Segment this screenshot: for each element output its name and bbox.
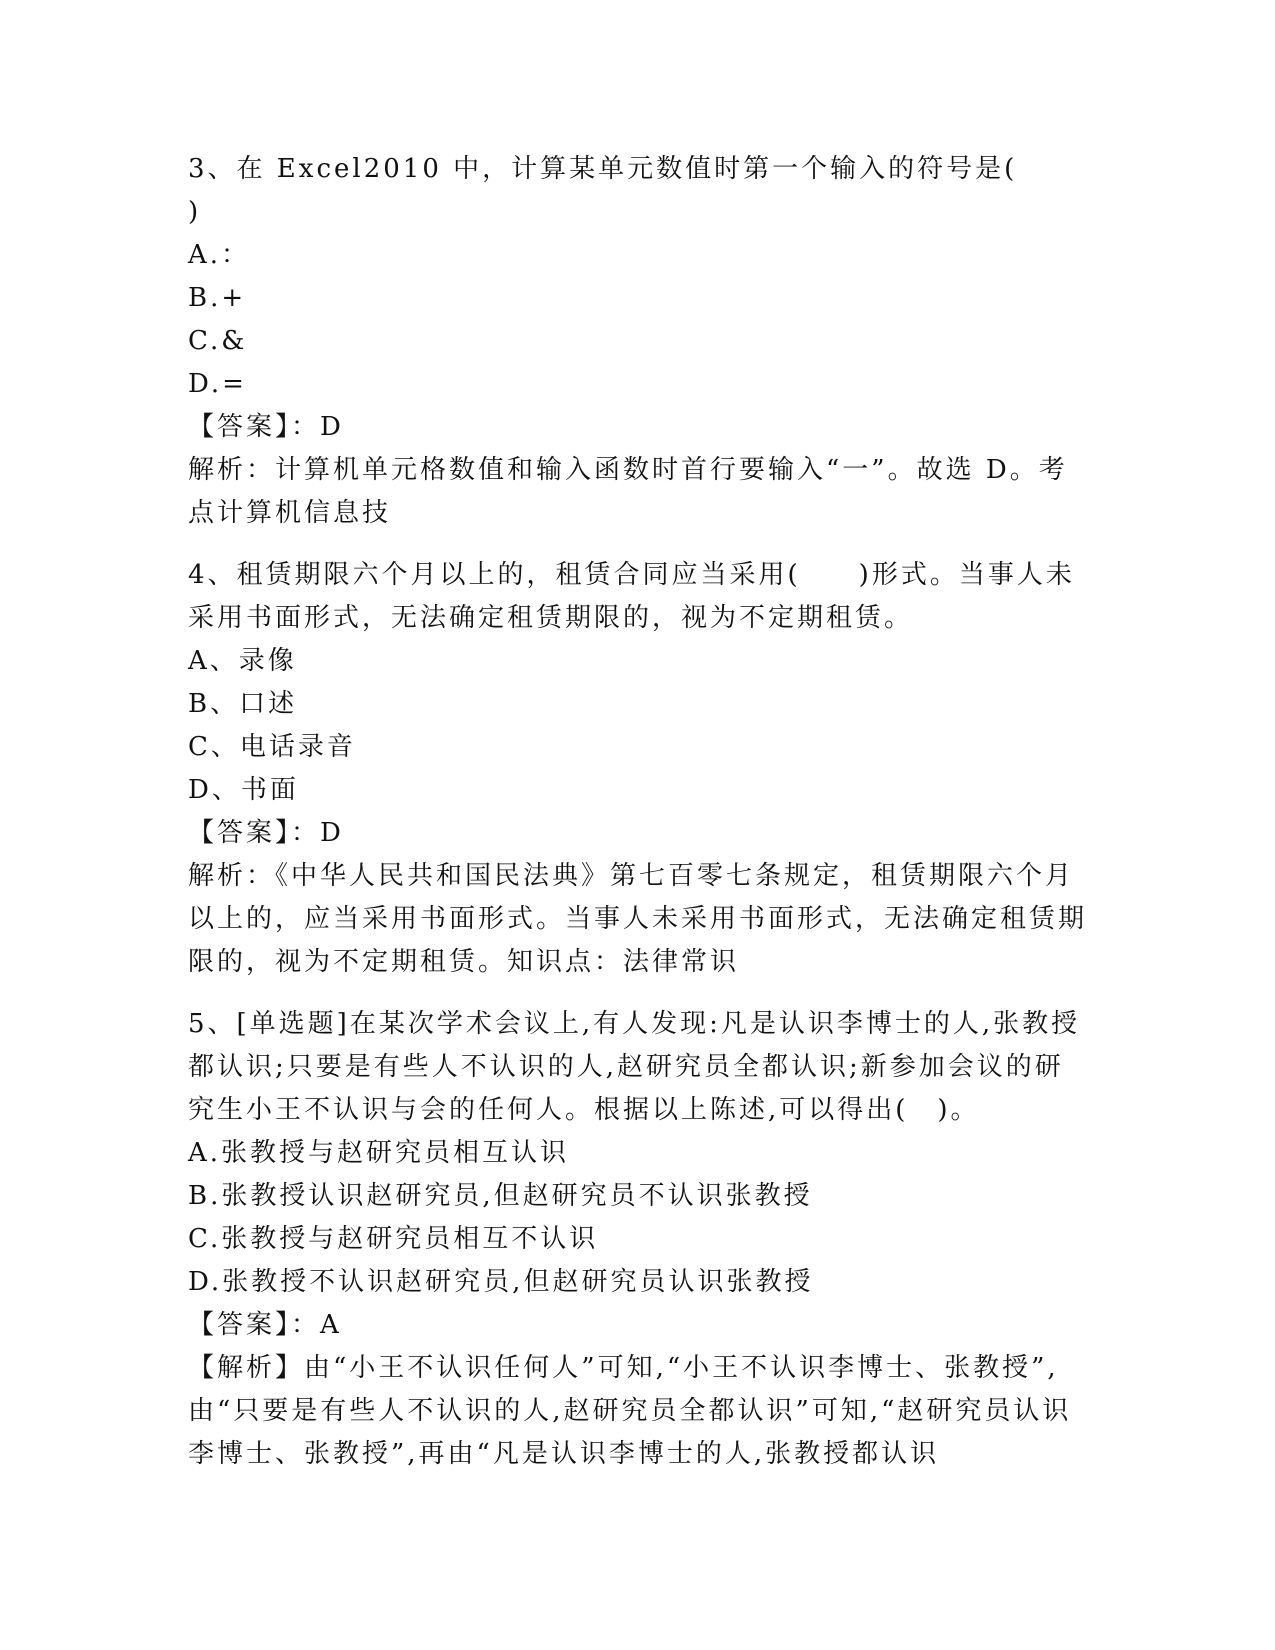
option-a: A.： bbox=[188, 240, 251, 270]
option-c: C.张教授与赵研究员相互不认识 bbox=[188, 1224, 599, 1254]
answer: 【答案】：A bbox=[188, 1310, 342, 1340]
option-a: A、录像 bbox=[188, 646, 297, 676]
question-4 bbox=[188, 554, 1088, 984]
option-c: C、电话录音 bbox=[188, 732, 356, 762]
answer: 【答案】：D bbox=[188, 412, 344, 442]
explanation: 【解析】由“小王不认识任何人”可知,“小王不认识李博士、张教授”,由“只要是有些人不认识的人,赵研究员全都认识”可知,“赵研究员认识李博士、张教授”,再由“凡是认识李博士的人,张教授都认识 bbox=[188, 1353, 1072, 1469]
option-d: D.张教授不认识赵研究员,但赵研究员认识张教授 bbox=[188, 1267, 814, 1297]
option-d: D、书面 bbox=[188, 775, 299, 805]
question-stem: 3、在 Excel2010 中，计算某单元数值时第一个输入的符号是( ) bbox=[188, 154, 1076, 227]
option-c: C.& bbox=[188, 326, 248, 356]
option-b: B.+ bbox=[188, 283, 247, 313]
option-d: D.= bbox=[188, 369, 247, 399]
question-stem: 5、[单选题]在某次学术会议上,有人发现:凡是认识李博士的人,张教授都认识;只要是有些人不认识的人,赵研究员全都认识;新参加会议的研究生小王不认识与会的任何人。根据以上陈述,可以得出( )。 bbox=[188, 1009, 1081, 1125]
option-a: A.张教授与赵研究员相互认识 bbox=[188, 1138, 570, 1168]
explanation: 解析：计算机单元格数值和输入函数时首行要输入“一”。故选 D。考点计算机信息技 bbox=[188, 455, 1068, 528]
explanation: 解析：《中华人民共和国民法典》第七百零七条规定，租赁期限六个月以上的，应当采用书面形式。当事人未采用书面形式，无法确定租赁期限的，视为不定期租赁。知识点：法律常识 bbox=[188, 861, 1088, 977]
option-b: B、口述 bbox=[188, 689, 298, 719]
answer: 【答案】：D bbox=[188, 818, 344, 848]
document-content bbox=[188, 148, 1088, 1495]
option-b: B.张教授认识赵研究员,但赵研究员不认识张教授 bbox=[188, 1181, 813, 1211]
question-stem: 4、租赁期限六个月以上的，租赁合同应当采用( )形式。当事人未采用书面形式，无法确定租赁期限的，视为不定期租赁。 bbox=[188, 560, 1075, 633]
question-3 bbox=[188, 148, 1088, 535]
question-5 bbox=[188, 1003, 1088, 1476]
